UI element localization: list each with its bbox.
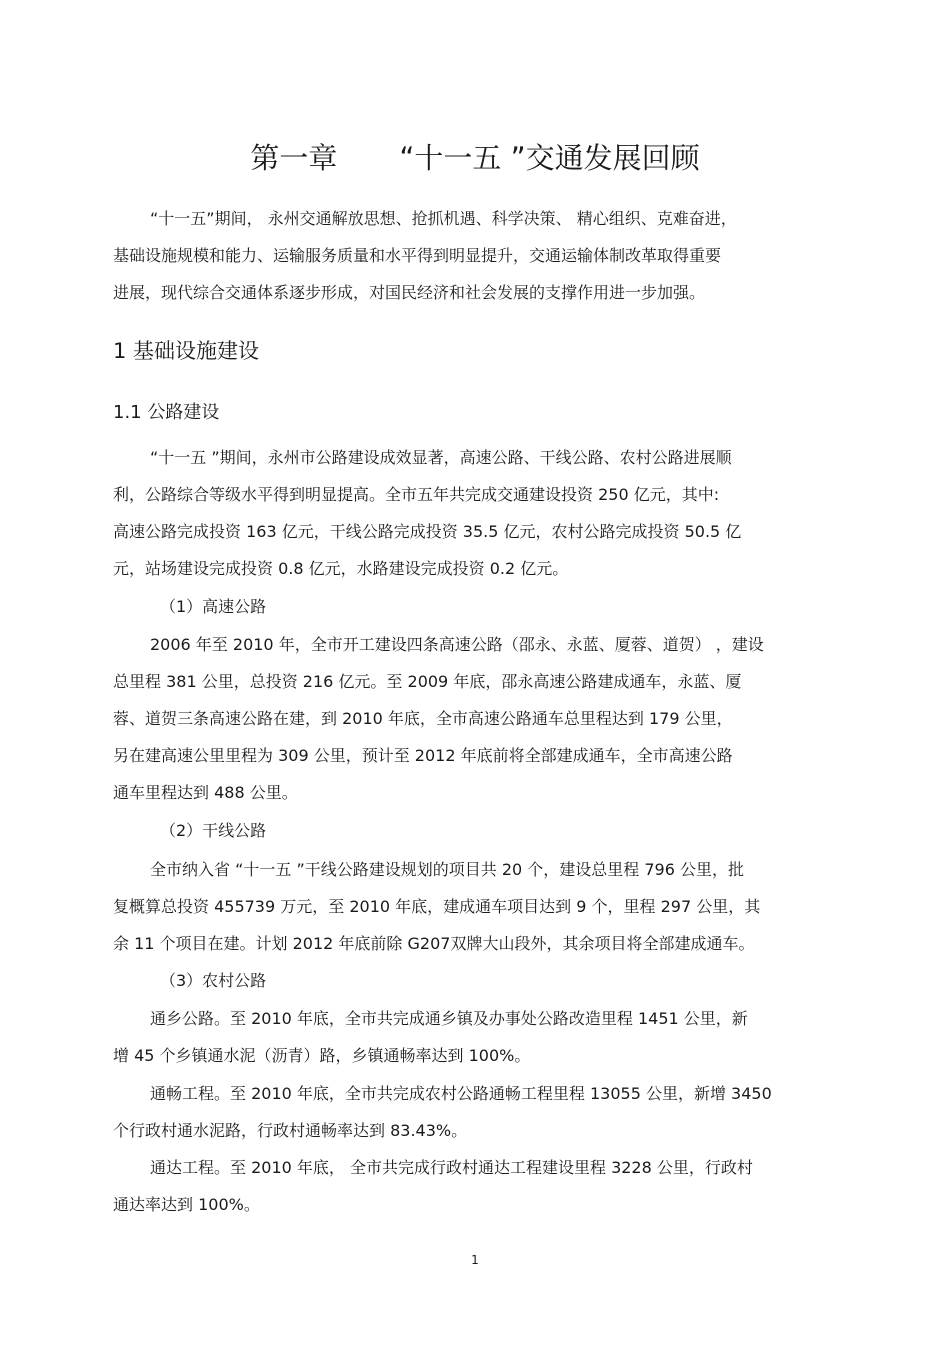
text-line: 进展，现代综合交通体系逐步形成，对国民经济和社会发展的支撑作用进一步加强。 (113, 283, 706, 302)
text-line: 另在建高速公里里程为 309 公里，预计至 2012 年底前将全部建成通车，全市高速公路 (113, 746, 733, 765)
trunk-paragraph (113, 851, 841, 962)
text-line: 蓉、道贺三条高速公路在建，到 2010 年底，全市高速公路通车总里程达到 179 公里， (113, 709, 733, 728)
text-line: 2006 年至 2010 年，全市开工建设四条高速公路（邵永、永蓝、厦蓉、道贺） ，建设 (150, 635, 764, 654)
investment-paragraph (113, 439, 841, 587)
text-line: 利，公路综合等级水平得到明显提高。全市五年共完成交通建设投资 250 亿元，其中: (113, 485, 720, 504)
text-line: “十一五”期间， 永州交通解放思想、抢抓机遇、科学决策、 精心组织、克难奋进， (150, 209, 737, 228)
section-heading-1: 1 基础设施建设 (113, 339, 260, 363)
page-number: 1 (471, 1253, 479, 1267)
text-line: 全市纳入省 “十一五 ”干线公路建设规划的项目共 20 个，建设总里程 796 公里，批 (150, 860, 744, 879)
highway-paragraph (113, 626, 841, 811)
text-line: 通达工程。至 2010 年底， 全市共完成行政村通达工程建设里程 3228 公里，行政村 (150, 1158, 753, 1177)
text-line: 总里程 381 公里，总投资 216 亿元。至 2009 年底，邵永高速公路建成通车，永蓝、厦 (113, 672, 742, 691)
subheading-rural: （3）农村公路 (160, 971, 267, 990)
subheading-highway: （1）高速公路 (160, 597, 267, 616)
text-line: 个行政村通水泥路，行政村通畅率达到 83.43%。 (113, 1121, 468, 1140)
township-paragraph (113, 1000, 841, 1074)
text-line: 元，站场建设完成投资 0.8 亿元，水路建设完成投资 0.2 亿元。 (113, 559, 569, 578)
reach-road-paragraph (113, 1149, 841, 1223)
section-heading-1-1: 1.1 公路建设 (113, 402, 220, 423)
text-line: 通达率达到 100%。 (113, 1195, 260, 1214)
subheading-trunk: （2）干线公路 (160, 821, 267, 840)
chapter-title (0, 138, 950, 178)
text-line: “十一五 ”期间，永州市公路建设成效显著，高速公路、干线公路、农村公路进展顺 (150, 448, 732, 467)
text-line: 通畅工程。至 2010 年底，全市共完成农村公路通畅工程里程 13055 公里，新增 3450 (150, 1084, 772, 1103)
text-line: 复概算总投资 455739 万元，至 2010 年底，建成通车项目达到 9 个，里程 297 公里，其 (113, 897, 761, 916)
text-line: 通车里程达到 488 公里。 (113, 783, 298, 802)
intro-paragraph (113, 200, 841, 311)
text-line: 基础设施规模和能力、运输服务质量和水平得到明显提升，交通运输体制改革取得重要 (113, 246, 722, 265)
text-line: 高速公路完成投资 163 亿元，干线公路完成投资 35.5 亿元，农村公路完成投资 50.5 亿 (113, 522, 742, 541)
chapter-label: 第一章 (250, 141, 338, 175)
text-line: 余 11 个项目在建。计划 2012 年底前除 G207双牌大山段外，其余项目将全部建成通车。 (113, 934, 755, 953)
smooth-road-paragraph (113, 1075, 841, 1149)
text-line: 增 45 个乡镇通水泥（沥青）路，乡镇通畅率达到 100%。 (113, 1046, 531, 1065)
chapter-title-text: “十一五 ”交通发展回顾 (399, 141, 700, 175)
text-line: 通乡公路。至 2010 年底，全市共完成通乡镇及办事处公路改造里程 1451 公里，新 (150, 1009, 748, 1028)
